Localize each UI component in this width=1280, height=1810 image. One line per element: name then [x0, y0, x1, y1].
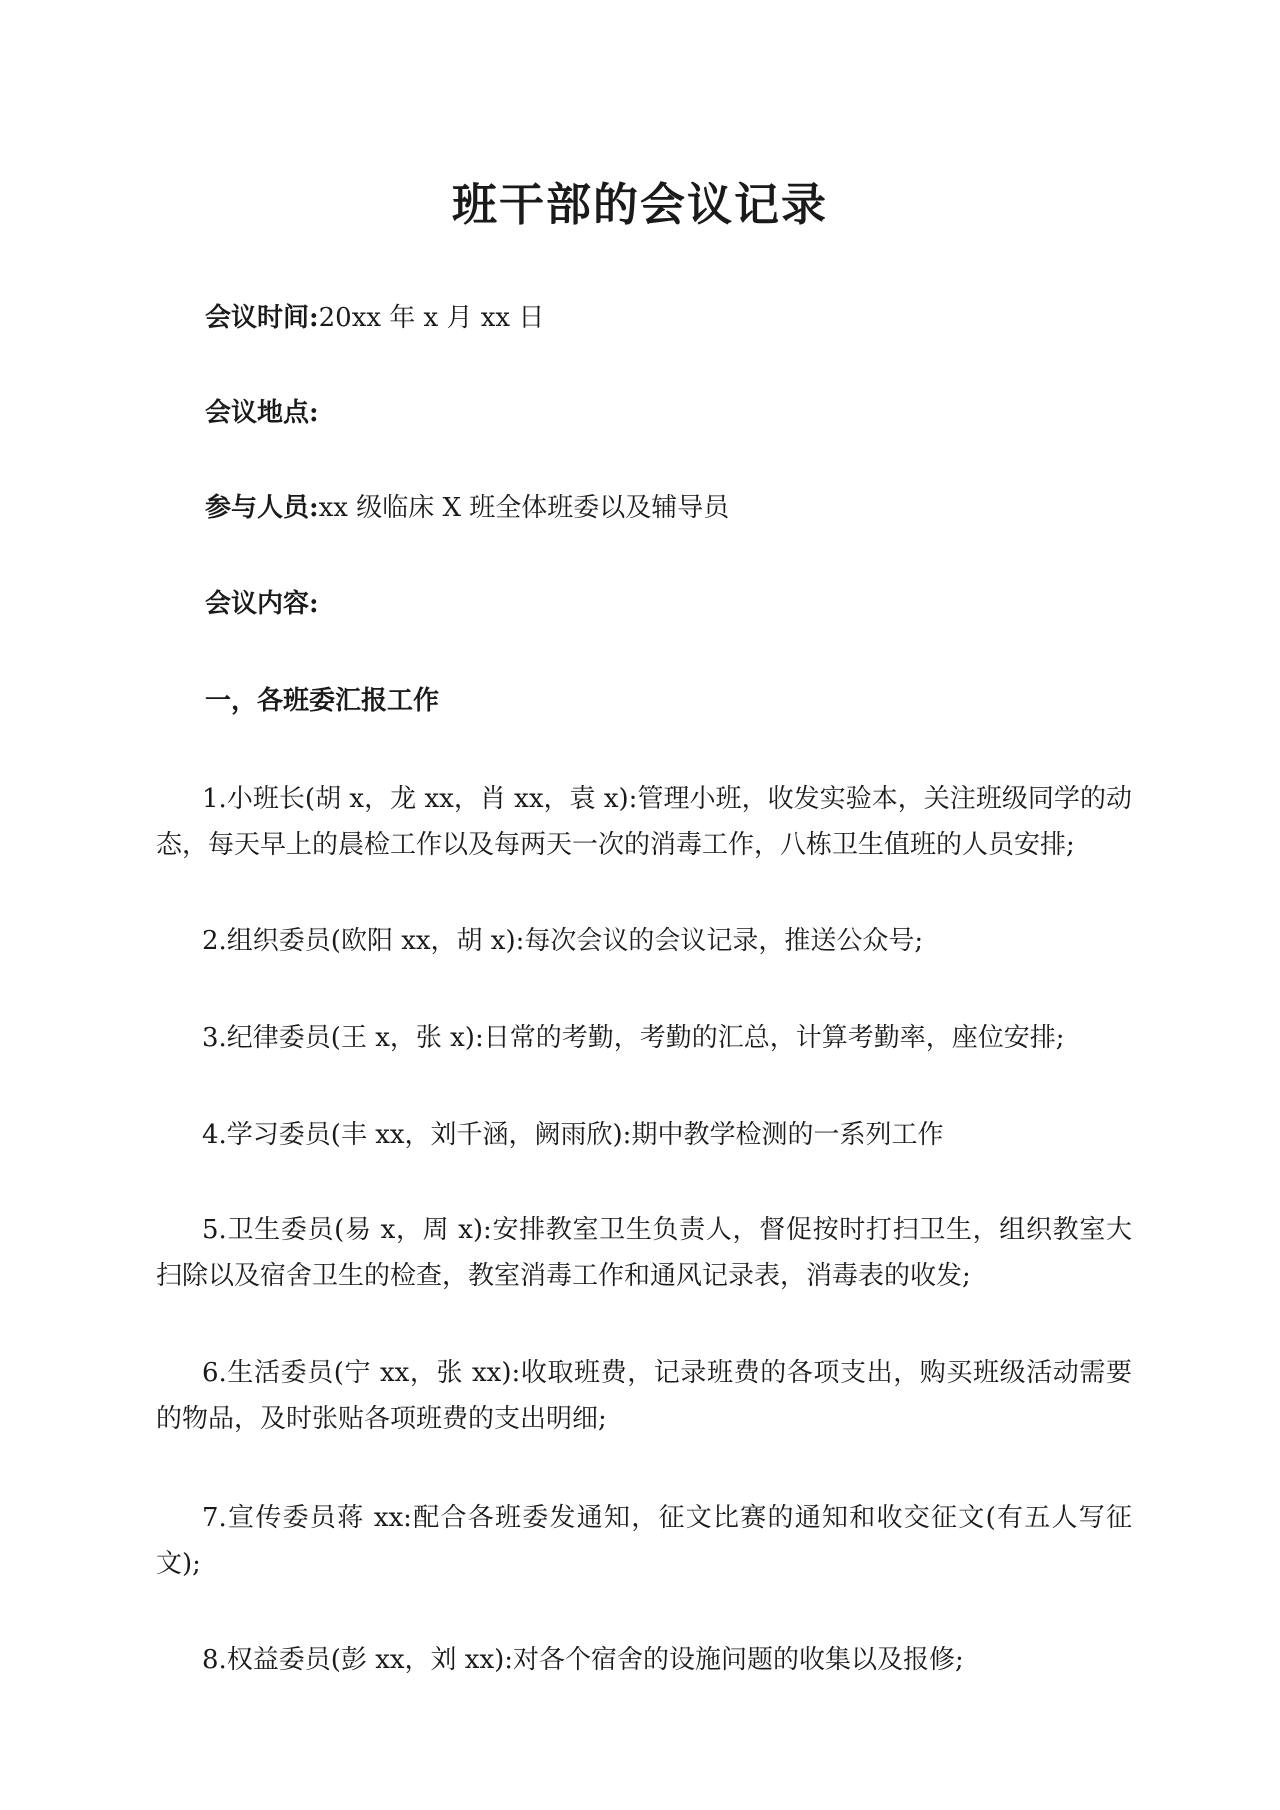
meeting-time-label: 会议时间: [205, 303, 319, 333]
report-item: 8.权益委员(彭 xx，刘 xx):对各个宿舍的设施问题的收集以及报修; [202, 1645, 964, 1675]
meeting-location-label: 会议地点: [205, 398, 319, 428]
report-item: 6.生活委员(宁 xx，张 xx):收取班费，记录班费的各项支出，购买班级活动需要的物品，及时张贴各项班费的支出明细; [156, 1358, 1132, 1434]
page-title: 班干部的会议记录 [451, 178, 828, 231]
report-item: 5.卫生委员(易 x，周 x):安排教室卫生负责人，督促按时打扫卫生，组织教室大扫除以及宿舍卫生的检查，教室消毒工作和通风记录表，消毒表的收发; [156, 1215, 1132, 1291]
meeting-time-field [205, 298, 544, 338]
meeting-content-label: 会议内容: [205, 589, 319, 619]
report-item: 7.宣传委员蒋 xx:配合各班委发通知，征文比赛的通知和收交征文(有五人写征文); [156, 1503, 1132, 1579]
report-item: 2.组织委员(欧阳 xx，胡 x):每次会议的会议记录，推送公众号; [202, 926, 924, 956]
section-heading: 一，各班委汇报工作 [205, 686, 440, 716]
participants-value: xx 级临床 X 班全体班委以及辅导员 [318, 493, 730, 523]
meeting-content-field [205, 584, 319, 624]
participants-field [205, 488, 729, 528]
report-item: 1.小班长(胡 x，龙 xx，肖 xx，袁 x):管理小班，收发实验本，关注班级同学的动态，每天早上的晨检工作以及每两天一次的消毒工作，八栋卫生值班的人员安排; [156, 784, 1132, 860]
report-item: 3.纪律委员(王 x，张 x):日常的考勤，考勤的汇总，计算考勤率，座位安排; [202, 1023, 1065, 1053]
meeting-location-field [205, 393, 319, 433]
participants-label: 参与人员: [205, 493, 319, 523]
report-item: 4.学习委员(丰 xx，刘千涵，阙雨欣):期中教学检测的一系列工作 [202, 1120, 944, 1150]
meeting-time-value: 20xx 年 x 月 xx 日 [318, 303, 545, 333]
